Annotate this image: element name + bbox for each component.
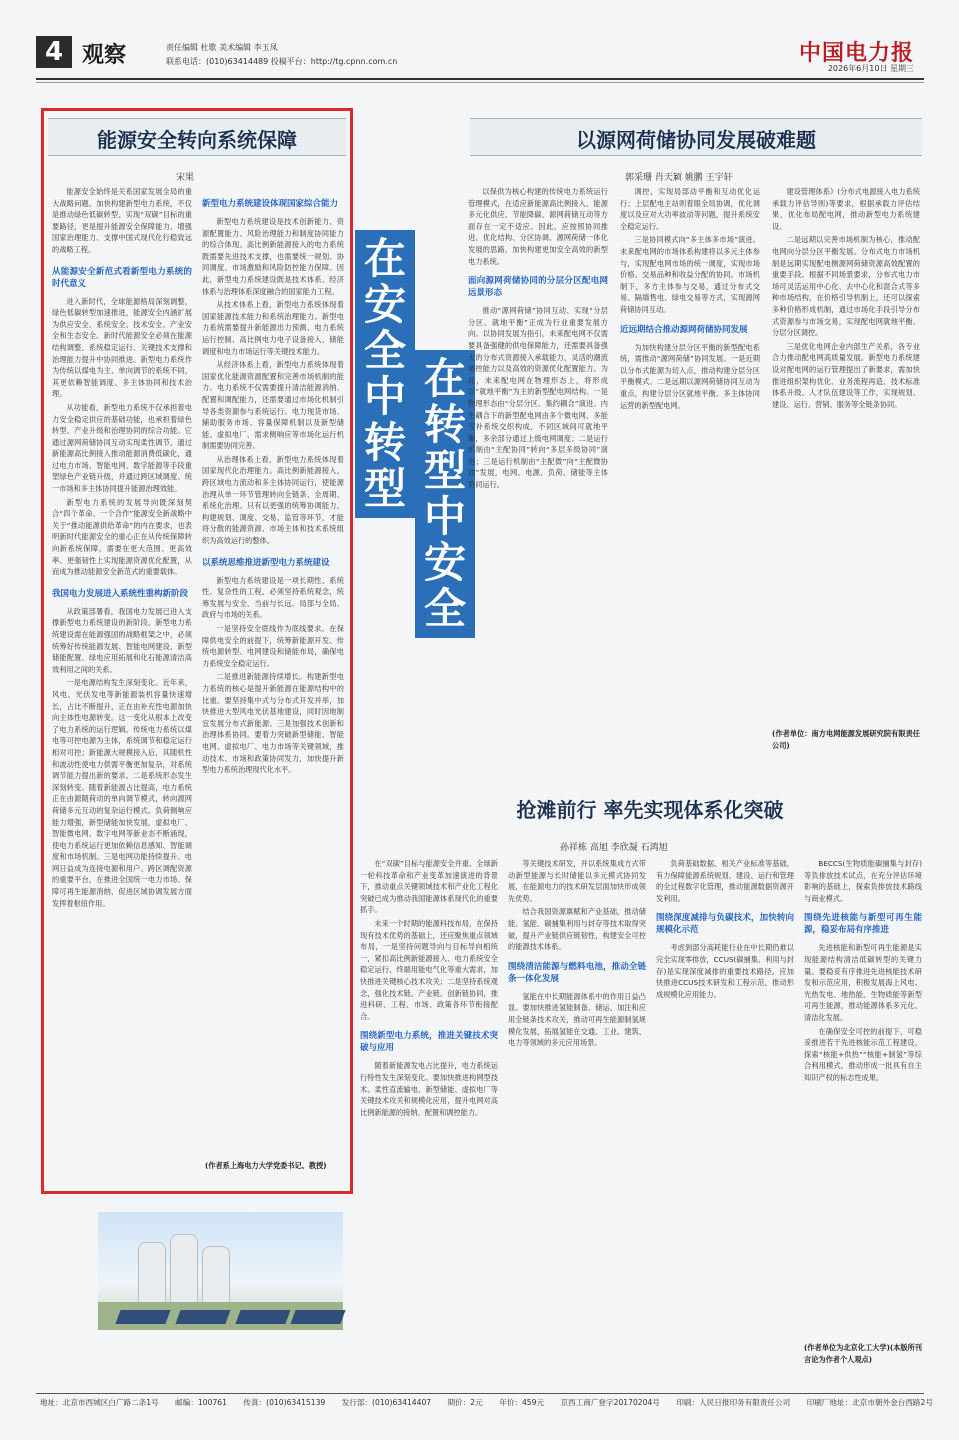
paragraph: 从技术体系上看，新型电力系统体现着国家能源技术能力和系统治理能力。新型电力系统需要提升新能源出力预测、电力系统运行控制、高比例电力电子设备接入、储能调度和电力市场运行等关键技术能力。	[202, 300, 344, 356]
article3-title: 抢滩前行 率先实现体系化突破	[516, 798, 784, 822]
paragraph: 推动“源网荷储”协同互动、实现“分层分区、就地平衡”正成为行业重要发展方向。以协同发展为指引，未来配电网不仅需要具备强健的供电保障能力，还需要具备强大的分布式资源接入承载能力，灵活的潮流调控能力以及高效的资源优化配置能力。为此，未来配电网在物理形态上，将形成以“就地平衡”为主的新型配电网结构。一是物理形态由“分层分区、集约耦合”演进。内生耦合下的新型配电网由多个微电网、多能互补系统交织构成，不同区域间可就地平衡，多余部分通过上级电网调度；二是运行机制由“主配协同”转向“多层多级协同”演进；三是运行机制由“主配微”向“主配微协同”发展，电网、电源、负荷、储能等主体协同运行。	[468, 306, 608, 490]
subheading: 面向源网荷储协同的分层分区配电网远景形态	[468, 276, 608, 299]
subheading: 以系统思维推进新型电力系统建设	[202, 557, 330, 568]
subheading: 新型电力系统建设体现国家综合能力	[202, 199, 339, 209]
paragraph: 结合我国资源禀赋和产业基础，推动储能、氢能、碳捕集利用与封存等技术取得突破，提升产业链供应链韧性，构建安全可控的能源技术体系。	[508, 907, 646, 952]
paragraph: 在确保安全可控的前提下，可稳妥推进若干先进核能示范工程建设，探索“核能+供热”“核能+制氢”等综合利用模式，推动形成一批具有自主知识产权的标志性成果。	[804, 1026, 922, 1082]
article3-column-3	[656, 858, 794, 1388]
paragraph: 考虑到部分高耗能行业在中长期仍难以完全实现零排放，CCUS(碳捕集、利用与封存)是实现深度减排的重要技术路径。应加快推进CCUS技术研发和工程示范，推动形成规模化应用能力。	[656, 943, 794, 999]
paragraph: 新型电力系统的发展导向既深刻契合“四个革命、一个合作”能源安全新战略中关于“推动能源供给革命”的内在要求，也表明新时代能源安全的重心正在从传统保障转向新系统保障，需要在更大范围、更高效率、更强韧性上实现能源资源优化配置，从而成为推动能源安全新范式的重要载体。	[52, 497, 192, 577]
page-number: 4	[36, 36, 72, 68]
paragraph: 从经济体系上看，新型电力系统体现着国家优化能源资源配置和完善市场机制的能力。电力系统不仅需要提升清洁能源消纳、配置和调配能力，还需要通过市场化机制引导各类资源参与系统运行。电力现货市场、辅助服务市场、容量保障机制以及新型储能、虚拟电厂、需求侧响应等市场化运行机制需要协同完善。	[202, 360, 344, 451]
solar-panel-icon	[235, 1310, 290, 1324]
subheading: 我国电力发展进入系统性重构新阶段	[52, 588, 189, 599]
paragraph: 未来一个时期的能源科技布局，在保持现有技术优势的基础上，还应聚焦重点领域布局，一是坚持问题导向与目标导向相统一，紧扣高比例新能源接入、电力系统安全稳定运行、终端用能电气化等重大需求，加快推进关键核心技术攻关；二是坚持系统观念，强化技术链、产业链、创新链协同，推进科研、工程、市场、政策各环节衔接配合。	[360, 918, 498, 1021]
article2-title: 以源网荷储协同发展破难题	[576, 128, 816, 152]
article2-byline: 郭采珊 肖天颖 姚鹏 王宇轩	[625, 173, 733, 183]
paragraph: 进入新时代，全球能源格局深刻调整，绿色低碳转型加速推进，能源安全内涵扩展为供应安全、系统安全、技术安全、产业安全和生态安全。新时代能源安全必须在能源结构调整、系统稳定运行、关键技术支撑和治理能力提升中协同推进。新型电力系统作为传统以煤电为主、单向调节的系统不同，其更依赖智能调度、多主体协同和技术治理。	[52, 296, 192, 399]
cooling-tower-icon	[202, 1246, 230, 1306]
paragraph: 为加快构建分层分区平衡的新型配电系统，需推动“源网荷储”协同发展。一是近期以分布式能源为切入点，推动构建分层分区平衡模式。二是远期以源网荷储协同互动为重点，构建分层分区就地平衡、多主体协同运营的新型配电网。	[620, 342, 760, 410]
paragraph: 在“双碳”目标与能源安全并重、全球新一轮科技革命和产业变革加速演进的背景下，推动重点关键领域技术和产业化工程化突破已成为推动我国能源体系现代化的重要抓手。	[360, 859, 498, 915]
footer-distribution: 发行部：(010)63414407	[341, 1398, 432, 1407]
cooling-tower-icon	[138, 1242, 166, 1306]
article3-byline: 孙祥栋 高旭 李欣凝 石鸿旭	[560, 843, 668, 853]
paragraph: 先进核能和新型可再生能源是实现能源结构清洁低碳转型的关键力量。要稳妥有序推进先进核能技术研发和示范应用，积极发展海上风电、光热发电、地热能、生物质能等新型可再生能源，推动能源体系多元化、清洁化发展。	[804, 943, 922, 1022]
cooling-tower-icon	[170, 1234, 198, 1306]
paragraph: 新型电力系统建设是技术创新能力、资源配置能力、风险治理能力和制度协同能力的综合体现。高比例新能源接入的电力系统既需要先进技术支撑，也需要统一规划、协同调度、市场激励和风险防控能力保障。因此，新型电力系统建设既是技术体系、经济体系与治理体系深度融合的国家能力工程。	[202, 217, 344, 296]
paragraph: 负荷基础数据、相关产业标准等基础，有力保障能源系统规划、建设、运行和管理的全过程数字化管理，推动能源数据资源开发利用。	[656, 859, 794, 903]
solar-panel-icon	[175, 1310, 230, 1324]
paragraph: 以保供为核心构建的传统电力系统运行管理模式，在适应新能源高比例接入、能源多元化供应、节能降碳、源网荷储互动等方面存在一定不适应。因此，应按照协同推进、优化结构、分区协调、源网荷储一体化发展的思路，加快构建更加安全高效的新型电力系统。	[468, 187, 608, 266]
newspaper-logo: 中国电力报	[798, 40, 914, 66]
footer-address: 地址：北京市西城区白广路二条1号	[40, 1398, 159, 1407]
header-rule-thin	[36, 82, 924, 83]
subheading: 围绕深度减排与负碳技术，加快转向规模化示范	[656, 913, 794, 936]
paragraph: 随着新能源发电占比提升，电力系统运行特性发生深刻变化。要加快推进构网型技术、柔性直流输电、新型储能、虚拟电厂等关键技术攻关和规模化应用，提升电网对高比例新能源的接纳、配置和调控能力。	[360, 1061, 498, 1117]
footer-rule	[36, 1393, 924, 1394]
paragraph: 二是推进新能源持续增长。构建新型电力系统的核心是提升新能源在能源结构中的比重。要坚持集中式与分布式开发并举，加快推进大型风电光伏基地建设，同时因地制宜发展分布式新能源。三是加强技术创新和治理体系协同。要着力突破新型储能、智能电网、虚拟电厂、电力市场等关键领域，推动技术、市场和政策协同发力，加快提升新型电力系统治理现代化水平。	[202, 672, 344, 775]
paragraph: 从政策部署看，我国电力发展已进入支撑新型电力系统建设的新阶段。新型电力系统建设需在能源强国的战略框架之中，必须统筹好传统能源发展、智能电网建设、新型储能配置、绿电应用拓展和化石能源清洁高效利用之间的关系。	[52, 606, 192, 674]
article1-credit: (作者系上海电力大学党委书记、教授)	[205, 1161, 327, 1170]
paragraph: 新型电力系统建设是一项长期性、系统性、复杂性的工程，必须坚持系统观念，统筹发展与安全、当前与长远、局部与全局、政府与市场的关系。	[202, 575, 344, 620]
page-header	[36, 36, 924, 72]
paragraph: 三是优化电网企业内部生产关系，各专业合力推动配电网高质量发展。新型电力系统建设对配电网的运行管理提出了新要求，需加快推进组织架构优化、业务流程再造、技术标准体系升级、人才队伍建设等工作，实现规划、建设、运行、营销、服务等全链条协同。	[772, 341, 920, 409]
subheading: 近远期结合推动源网荷储协同发展	[620, 324, 748, 335]
footer-annual-price: 年价：459元	[499, 1398, 545, 1407]
paragraph: 一是电源结构发生深刻变化。近年来，风电、光伏发电等新能源装机容量快速增长，占比不断提升，正在由补充性电源加快向主体性电源转变。这一变化从根本上改变了电力系统的运行逻辑。传统电力系统以煤电等可控电源为主体，系统调节和稳定运行相对可控；新能源大规模接入后，其随机性和波动性使电力供需平衡更加复杂，对系统调节能力提出新的要求。二是系统形态发生深刻转变。随着新能源占比提高，电力系统正在由源随荷动的单向调节模式，转向源网荷储多元互动的复杂运行模式。负荷侧响应能力增强，新型储能加快发展，虚拟电厂、智能微电网、数字电网等新业态不断涌现，使电力系统运行更加依赖信息感知、智能调度和市场机制。三是电网功能持续提升。电网日益成为连接电源和用户、跨区调配资源的重要平台，在推进全国统一电力市场、保障可再生能源消纳、促进区域协调发展方面发挥着枢纽作用。	[52, 678, 192, 908]
article3-credit: (作者单位为北京化工大学)(本版所刊言论为作者个人观点)	[804, 1343, 922, 1364]
power-plant-illustration	[98, 1212, 343, 1330]
article2-credit: (作者单位：南方电网能源发展研究院有限责任公司)	[772, 729, 920, 750]
paragraph: 二是远期以完善市场机制为核心，推动配电网向分层分区平衡发展。分布式电力市场机制是远期实现配电侧源网荷储资源高效配置的重要手段。根据不同场景要求，分布式电力市场可灵活运用中心化、去中心化和混合式等多种市场结构，在价格引导机制上，还可以探索多种价格形成机制，通过市场化手段引导分布式资源参与市场交易，实现配电网就地平衡、分层分区调控。	[772, 235, 920, 338]
paragraph: 调控，实现局部动平衡和互动优化运行；上层配电主站则着眼全局协调，优化调度以及应对大功率波动等问题，提升系统安全稳定运行。	[620, 187, 760, 231]
article3-column-1	[360, 858, 498, 1388]
solar-panel-icon	[115, 1310, 170, 1324]
paragraph: 等关键技术研发，并以系统集成方式带动新型能源与长时储能以多元模式协同发展，在能源电力的技术研发层面加快形成领先优势。	[508, 859, 646, 903]
footer-printer: 印刷：人民日报印务有限责任公司	[676, 1398, 791, 1407]
paragraph: 从治理体系上看，新型电力系统体现着国家现代化治理能力。高比例新能源接入，跨区域电力流动和多主体协同运行，使能源治理从单一环节管理转向全链条、全周期、系统化治理。只有以更强的统筹协调能力，构建规划、调度、交易、监管等环节，才能将分散的能源资源、市场主体和技术系统组织为高效运行的整体。	[202, 454, 344, 546]
paragraph: 三是协同模式向“多主体多市场”演进。未来配电网的市场体系构建将以多元主体参与，实现配电网市场的统一调度，实现市场价格、交易品种和收益分配的协同。市场机制下，多方主体参与交易，通过分布式交易、隔墙售电、绿电交易等方式，实现源网荷储协同互动。	[620, 235, 760, 314]
page-footer	[40, 1397, 933, 1408]
paragraph: BECCS(生物质能碳捕集与封存)等负排放技术试点，在充分评估环境影响的基础上，探索负排放技术路线与商业模式。	[804, 859, 922, 903]
article1-byline: 宋果	[176, 173, 195, 183]
paragraph: 建设管理体系》(分布式电源接入电力系统承载力评估导则)等要求，根据承载力评估结果，优化布局配电网，推动新型电力系统建设。	[772, 187, 920, 231]
article1-column-1	[52, 186, 192, 1186]
subheading: 围绕清洁能源与燃料电池，推动全链条一体化发展	[508, 961, 646, 984]
subheading: 从能源安全新范式看新型电力系统的时代意义	[52, 266, 192, 289]
paragraph: 能源安全始终是关系国家发展全局的重大战略问题。加快构建新型电力系统，不仅是推动绿色低碳转型、实现“双碳”目标的重要路径，更是提升能源安全保障能力、增强国家治理能力、支撑中国式现代化行稳致远的战略工程。	[52, 187, 192, 254]
footer-fax: 传真：(010)63415139	[243, 1398, 326, 1407]
footer-print-address: 印刷厂地址：北京市朝外金台西路2号	[806, 1398, 933, 1407]
editor-info: 责任编辑 杜歌 美术编辑 李玉凤	[166, 43, 278, 52]
section-title: 观察	[82, 43, 127, 68]
banner-line-1: 在安全中转型	[355, 230, 415, 518]
paragraph: 一是坚持安全底线作为底线要求。在保障供电安全的前提下，统筹新能源开发、传统电源转型、电网建设和储能布局，确保电力系统安全稳定运行。	[202, 624, 344, 668]
article3-column-4	[804, 858, 922, 1338]
article2-column-2	[620, 186, 760, 746]
article2-column-3	[772, 186, 920, 706]
footer-license: 京西工商广登字20170204号	[560, 1398, 660, 1407]
subheading: 围绕新型电力系统，推进关键技术突破与应用	[360, 1031, 498, 1054]
header-rule	[36, 78, 924, 80]
article3-column-2	[508, 858, 646, 1388]
subheading: 围绕先进核能与新型可再生能源，稳妥布局有序推进	[804, 913, 922, 936]
contact-info: 联系电话：(010)63414489 投稿平台：http://tg.cpnn.com.cn	[166, 57, 398, 66]
issue-date: 2026年6月10日 星期三	[827, 64, 914, 73]
solar-panel-icon	[290, 1310, 345, 1324]
footer-postcode: 邮编：100761	[175, 1398, 227, 1407]
banner-line-2: 在转型中安全	[415, 350, 475, 638]
paragraph: 从功能看，新型电力系统不仅承担着电力安全稳定供应的基础功能，也承担着绿色转型、产业升级和治理协同的综合功能。它通过源网荷储协同互动实现柔性调节，通过新能源高比例接入推动能源消费低碳化，通过电力市场、智能电网、数字能源等手段重塑绿色产业链升级，并通过跨区域调度、统一市场和多主体协同提升能源治理效能。	[52, 402, 192, 494]
footer-price: 期价：2元	[447, 1398, 483, 1407]
paragraph: 氢能在中长期能源体系中的作用日益凸显。要加快推进氢能制备、储运、加注和应用全链条技术攻关，推动可再生能源制氢规模化发展，拓展氢能在交通、工业、建筑、电力等领域的多元应用场景。	[508, 991, 646, 1048]
article1-column-2	[202, 198, 344, 998]
article2-column-1	[468, 186, 608, 746]
article1-title: 能源安全转向系统保障	[97, 128, 297, 152]
